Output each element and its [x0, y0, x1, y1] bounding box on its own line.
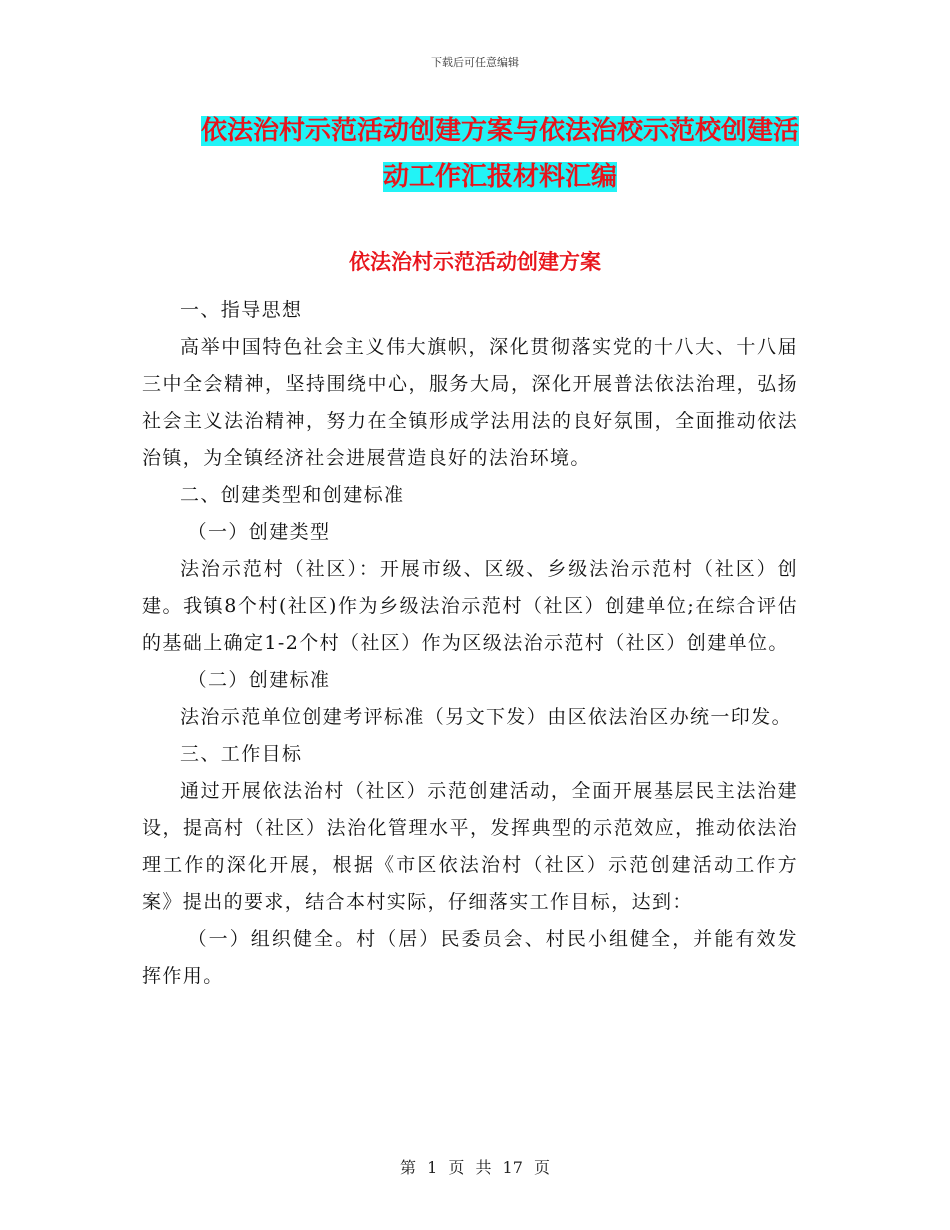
paragraph-creation-types: 法治示范村（社区）：开展市级、区级、乡级法治示范村（社区）创建。我镇8个村(社区)作为乡级法治示范村（社区）创建单位;在综合评估的基础上确定1-2个村（社区）作为区级法治示范村（社区）创建单位。: [142, 558, 798, 654]
page-number-footer: 第 1 页 共 17 页: [400, 1158, 550, 1177]
section-title: 依法治村示范活动创建方案: [349, 249, 601, 274]
paragraph-guiding-thought: 高举中国特色社会主义伟大旗帜，深化贯彻落实党的十八大、十八届三中全会精神，坚持围绕中心，服务大局，深化开展普法依法治理，弘扬社会主义法治精神，努力在全镇形成学法用法的良好氛围，全面推动依法治镇，为全镇经济社会进展营造良好的法治环境。: [142, 336, 798, 469]
paragraph-work-goals: 通过开展依法治村（社区）示范创建活动，全面开展基层民主法治建设，提高村（社区）法治化管理水平，发挥典型的示范效应，推动依法治理工作的深化开展，根据《市区依法治村（社区）示范创建活动工作方案》提出的要求，结合本村实际，仔细落实工作目标，达到：: [142, 780, 798, 913]
heading-guiding-thought: 一、指导思想: [180, 299, 303, 321]
document-title-line-2: 动工作汇报材料汇编: [382, 162, 617, 192]
heading-work-goals: 三、工作目标: [180, 743, 303, 765]
paragraph-creation-standards: 法治示范单位创建考评标准（另文下发）由区依法治区办统一印发。: [180, 706, 793, 728]
heading-types-standards: 二、创建类型和创建标准: [180, 484, 405, 506]
paragraph-organization-sound: （一）组织健全。村（居）民委员会、村民小组健全，并能有效发挥作用。: [142, 928, 798, 987]
document-body: [142, 292, 798, 995]
header-note: 下载后可任意编辑: [431, 56, 519, 69]
subheading-creation-standards: （二）创建标准: [187, 669, 331, 691]
document-title-line-1: 依法治村示范活动创建方案与依法治校示范校创建活: [200, 116, 799, 146]
document-title: [150, 108, 850, 200]
subheading-creation-types: （一）创建类型: [187, 521, 331, 543]
